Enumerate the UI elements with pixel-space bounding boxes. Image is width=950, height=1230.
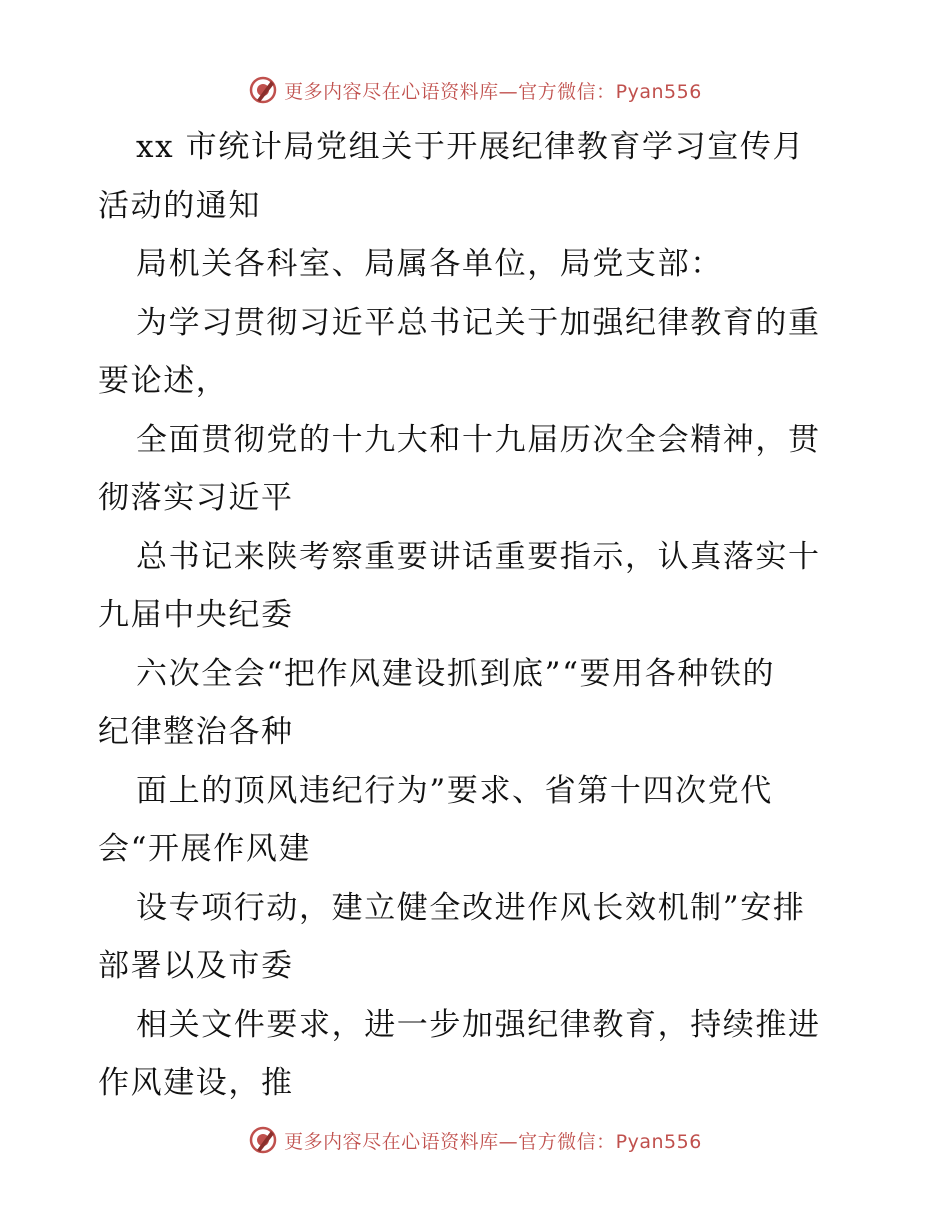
watermark-text: 更多内容尽在心语资料库—官方微信：Pyan556: [284, 1130, 702, 1153]
document-line: 会“开展作风建: [98, 831, 312, 867]
pen-circle-logo-icon: [248, 1125, 278, 1155]
document-line: 纪律整治各种: [98, 714, 294, 750]
watermark-content: [248, 1125, 702, 1155]
document-line: 相关文件要求，进一步加强纪律教育，持续推进: [136, 1006, 821, 1043]
document-body: [98, 118, 858, 1113]
document-line: 六次全会“把作风建设抓到底”“要用各种铁的: [136, 655, 776, 692]
document-line: 要论述，: [98, 363, 229, 399]
document-line: 设专项行动，建立健全改进作风长效机制”安排: [136, 889, 806, 926]
document-line: 作风建设，推: [98, 1065, 294, 1101]
document-line: 总书记来陕考察重要讲话重要指示，认真落实十: [136, 538, 821, 575]
document-line: 为学习贯彻习近平总书记关于加强纪律教育的重: [136, 304, 821, 341]
footer-watermark: [0, 1120, 950, 1160]
watermark-text: 更多内容尽在心语资料库—官方微信：Pyan556: [284, 80, 702, 103]
document-line: 活动的通知: [98, 187, 261, 224]
document-line: 部署以及市委: [98, 948, 294, 984]
document-line: 面上的顶风违纪行为”要求、省第十四次党代: [136, 772, 773, 809]
document-line: 九届中央纪委: [98, 597, 294, 633]
document-line: 局机关各科室、局属各单位，局党支部：: [136, 246, 723, 282]
pen-circle-logo-icon: [248, 75, 278, 105]
document-line: 全面贯彻党的十九大和十九届历次全会精神，贯: [136, 421, 821, 458]
document-line: 彻落实习近平: [98, 480, 294, 516]
watermark-content: [248, 75, 702, 105]
document-line: xx 市统计局党组关于开展纪律教育学习宣传月: [136, 129, 806, 165]
header-watermark: [0, 70, 950, 110]
